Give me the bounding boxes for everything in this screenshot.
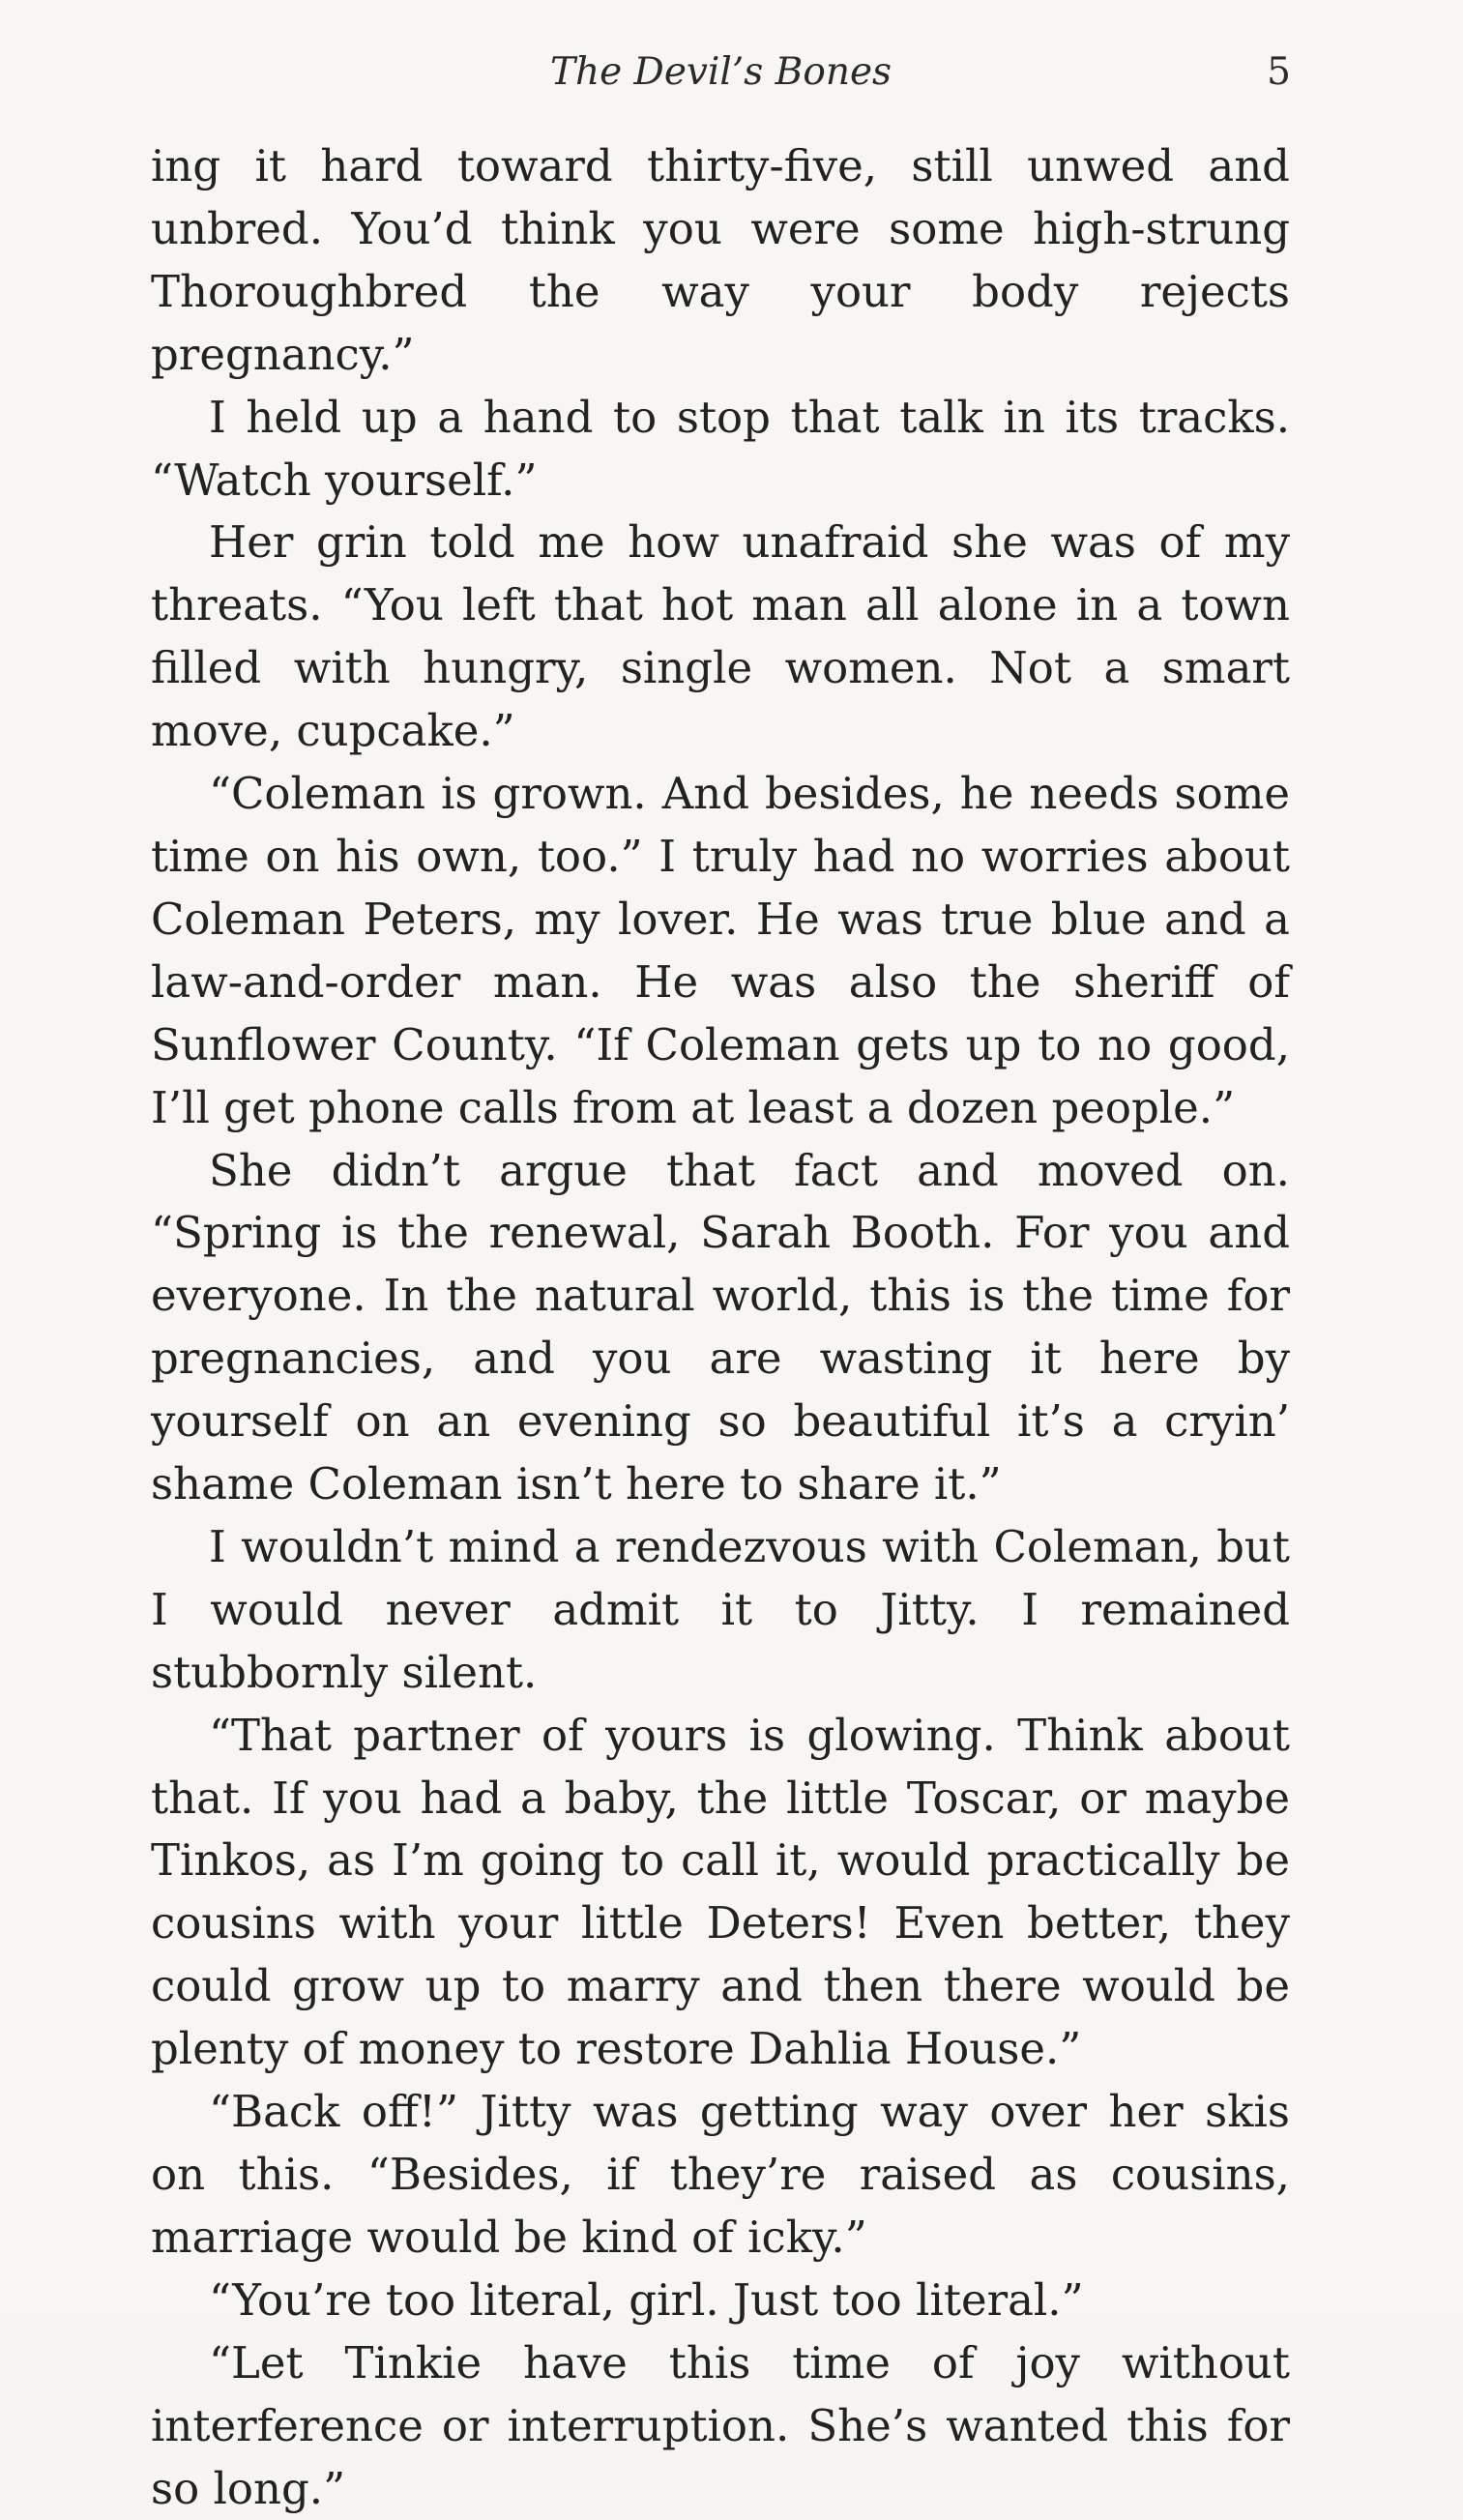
paragraph: I held up a hand to stop that talk in its tracks. “Watch yourself.” bbox=[151, 391, 1290, 506]
paragraph: Her grin told me how unafraid she was of my threats. “You left that hot man all alone in a town filled with hungry, single women. Not a smart move, cupcake.” bbox=[151, 516, 1290, 757]
paragraph: “That partner of yours is glowing. Think about that. If you had a baby, the little Toscar, or maybe Tinkos, as I’m going to call it, would practically be cousins with your little Deters! Even better, they could grow up to marry and then there would be plenty of money to restore Dahlia House.” bbox=[151, 1709, 1290, 2075]
paragraph: She didn’t argue that fact and moved on. “Spring is the renewal, Sarah Booth. For you and everyone. In the natural world, this is the time for pregnancies, and you are wasting it here by yourself on an evening so beautiful it’s a cryin’ shame Coleman isn’t here to share it.” bbox=[151, 1144, 1290, 1510]
paragraph: “Coleman is grown. And besides, he needs some time on his own, too.” I truly had no worries about Coleman Peters, my lover. He was true blue and a law-and-order man. He was also the sheriff of Sunflower County. “If Coleman gets up to no good, I’ll get phone calls from at least a dozen people.” bbox=[151, 768, 1290, 1133]
paragraph: I wouldn’t mind a rendezvous with Coleman, but I would never admit it to Jitty. I remained stubbornly silent. bbox=[151, 1520, 1290, 1698]
running-head bbox=[151, 50, 1291, 108]
running-head-title: The Devil’s Bones bbox=[549, 50, 892, 94]
body-text bbox=[151, 135, 1290, 2520]
page-number: 5 bbox=[1267, 50, 1291, 94]
paragraph: “Let Tinkie have this time of joy without interference or interruption. She’s wanted this for so long.” bbox=[151, 2336, 1290, 2514]
paragraph: “You’re too literal, girl. Just too literal.” bbox=[209, 2273, 1084, 2326]
paragraph: “Back off!” Jitty was getting way over her skis on this. “Besides, if they’re raised as cousins, marriage would be kind of icky.” bbox=[151, 2086, 1290, 2263]
paragraph: ing it hard toward thirty-five, still unwed and unbred. You’d think you were some high-strung Thoroughbred the way your body rejects pregnancy.” bbox=[151, 140, 1290, 380]
